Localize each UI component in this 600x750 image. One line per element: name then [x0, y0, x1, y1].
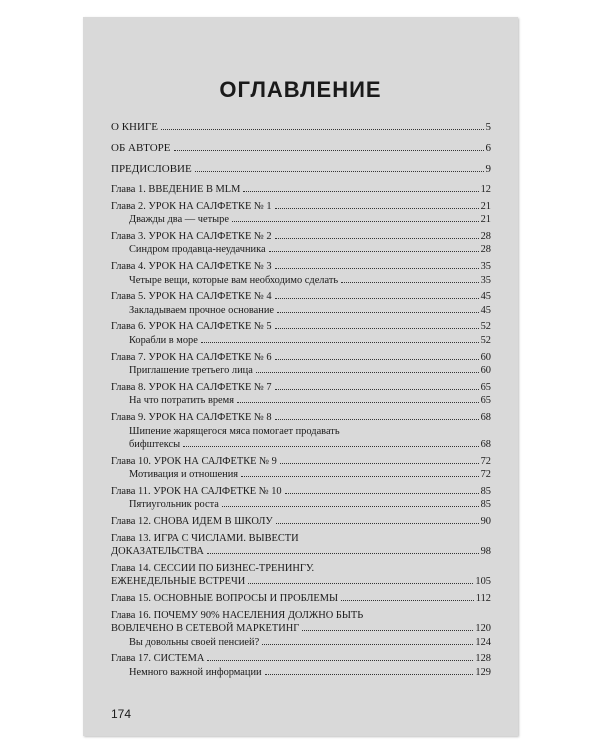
toc-section-page: 21 [480, 214, 491, 226]
toc-entry [111, 351, 491, 378]
toc-entry [111, 562, 491, 589]
toc-entry [111, 609, 491, 650]
leader-dots [248, 583, 473, 584]
toc-chapter-title: Глава 16. ПОЧЕМУ 90% НАСЕЛЕНИЯ ДОЛЖНО БЫТЬ [111, 609, 364, 621]
leader-dots [277, 312, 479, 313]
leader-dots [275, 268, 479, 269]
leader-dots [222, 506, 479, 507]
toc-chapter [111, 545, 491, 559]
toc-chapter-page: 128 [475, 653, 491, 665]
page-number: 174 [111, 707, 132, 721]
toc-section-text: На что потратить время [129, 395, 235, 407]
toc-chapter [111, 260, 491, 274]
toc-chapter [111, 141, 491, 156]
toc-chapter-text: ВОВЛЕЧЕНО В СЕТЕВОЙ МАРКЕТИНГ [111, 623, 300, 635]
toc-section [111, 636, 491, 650]
leader-dots [269, 251, 479, 252]
toc-chapter [111, 575, 491, 589]
toc-chapter-title: Глава 13. ИГРА С ЧИСЛАМИ. ВЫВЕСТИ [111, 532, 299, 544]
leader-dots [302, 630, 473, 631]
toc-entry [111, 485, 491, 512]
leader-dots [232, 221, 479, 222]
toc-section-text: Вы довольны своей пенсией? [129, 636, 260, 648]
toc-entry [111, 455, 491, 482]
toc-chapter-text: Глава 17. СИСТЕМА [111, 653, 205, 665]
table-of-contents [111, 120, 491, 683]
leader-dots [275, 419, 479, 420]
toc-entry [111, 515, 491, 529]
toc-section-page: 124 [475, 636, 491, 648]
toc-section [111, 438, 491, 452]
toc-chapter [111, 455, 491, 469]
leader-dots [241, 476, 479, 477]
leader-dots [243, 191, 478, 192]
toc-chapter-text: Глава 12. СНОВА ИДЕМ В ШКОЛУ [111, 516, 273, 528]
toc-chapter-page: 65 [480, 381, 491, 393]
leader-dots [285, 493, 479, 494]
toc-section-page: 35 [480, 274, 491, 286]
toc-chapter [111, 183, 491, 197]
toc-section [111, 498, 491, 512]
toc-section-text: Синдром продавца-неудачника [129, 244, 266, 256]
toc-section-text: бифштексы [129, 439, 181, 451]
leader-dots [265, 674, 474, 675]
leader-dots [161, 129, 484, 130]
toc-section [111, 334, 491, 348]
toc-chapter [111, 622, 491, 636]
leader-dots [275, 298, 479, 299]
toc-entry [111, 200, 491, 227]
toc-entry [111, 592, 491, 606]
leader-dots [201, 342, 479, 343]
toc-chapter-text: Глава 10. УРОК НА САЛФЕТКЕ № 9 [111, 455, 277, 467]
toc-chapter [111, 411, 491, 425]
toc-section-text: Закладываем прочное основание [129, 304, 275, 316]
toc-section-text: Пятиугольник роста [129, 499, 219, 511]
toc-section-text: Корабли в море [129, 334, 198, 346]
toc-chapter [111, 351, 491, 365]
leader-dots [207, 553, 479, 554]
toc-section [111, 243, 491, 257]
toc-chapter [111, 290, 491, 304]
toc-chapter-text: Глава 4. УРОК НА САЛФЕТКЕ № 3 [111, 260, 272, 272]
toc-entry [111, 290, 491, 317]
toc-chapter [111, 381, 491, 395]
toc-chapter-page: 72 [480, 455, 491, 467]
leader-dots [237, 402, 479, 403]
toc-chapter-text: Глава 6. УРОК НА САЛФЕТКЕ № 5 [111, 321, 272, 333]
toc-chapter-page: 28 [480, 230, 491, 242]
toc-section-text: Приглашение третьего лица [129, 365, 253, 377]
toc-chapter-page: 35 [480, 260, 491, 272]
toc-chapter-text: ЕЖЕНЕДЕЛЬНЫЕ ВСТРЕЧИ [111, 576, 246, 588]
toc-section-page: 45 [480, 304, 491, 316]
toc-section [111, 666, 491, 680]
toc-section-text: Дважды два — четыре [129, 214, 229, 226]
toc-chapter-page: 9 [485, 163, 491, 175]
toc-section-text: Мотивация и отношения [129, 469, 239, 481]
toc-chapter [111, 120, 491, 135]
toc-section-text: Четыре вещи, которые вам необходимо сделать [129, 274, 339, 286]
leader-dots [275, 208, 479, 209]
toc-chapter-text: ОБ АВТОРЕ [111, 142, 171, 154]
toc-chapter [111, 200, 491, 214]
toc-entry [111, 260, 491, 287]
toc-chapter-text: Глава 2. УРОК НА САЛФЕТКЕ № 1 [111, 200, 272, 212]
leader-dots [275, 328, 479, 329]
toc-section-page: 60 [480, 365, 491, 377]
toc-chapter-text: Глава 9. УРОК НА САЛФЕТКЕ № 8 [111, 411, 272, 423]
toc-entry [111, 183, 491, 197]
toc-section-text: Немного важной информации [129, 667, 262, 678]
toc-section-page: 52 [480, 334, 491, 346]
toc-chapter-title: Глава 14. СЕССИИ ПО БИЗНЕС-ТРЕНИНГУ. [111, 562, 315, 574]
toc-entry [111, 230, 491, 257]
toc-entry [111, 652, 491, 679]
toc-chapter-text: Глава 15. ОСНОВНЫЕ ВОПРОСЫ И ПРОБЛЕМЫ [111, 593, 339, 605]
toc-chapter-page: 68 [480, 411, 491, 423]
toc-section-page: 129 [475, 667, 491, 678]
leader-dots [341, 600, 474, 601]
toc-chapter [111, 320, 491, 334]
toc-chapter [111, 485, 491, 499]
toc-chapter-page: 12 [480, 184, 491, 195]
toc-section [111, 213, 491, 227]
book-page [83, 17, 518, 736]
toc-chapter-page: 98 [480, 546, 491, 558]
toc-section-page: 68 [480, 439, 491, 451]
toc-chapter-text: О КНИГЕ [111, 121, 158, 133]
toc-section [111, 274, 491, 288]
toc-chapter-text: Глава 1. ВВЕДЕНИЕ В MLM [111, 184, 241, 195]
leader-dots [275, 359, 479, 360]
leader-dots [341, 282, 479, 283]
toc-entry [111, 162, 491, 177]
toc-chapter-text: ДОКАЗАТЕЛЬСТВА [111, 546, 204, 558]
toc-chapter-page: 52 [480, 321, 491, 333]
leader-dots [276, 523, 479, 524]
toc-chapter [111, 162, 491, 177]
toc-section [111, 364, 491, 378]
toc-chapter-page: 45 [480, 291, 491, 303]
toc-chapter-page: 60 [480, 351, 491, 363]
toc-section [111, 304, 491, 318]
toc-chapter-text: Глава 5. УРОК НА САЛФЕТКЕ № 4 [111, 291, 272, 303]
leader-dots [207, 660, 473, 661]
toc-chapter [111, 592, 491, 606]
toc-section-title: Шипение жарящегося мяса помогает продавать [129, 425, 340, 437]
toc-chapter [111, 230, 491, 244]
toc-section-page: 72 [480, 469, 491, 481]
toc-chapter-page: 5 [485, 121, 491, 133]
toc-chapter-text: Глава 11. УРОК НА САЛФЕТКЕ № 10 [111, 485, 282, 497]
leader-dots [280, 463, 479, 464]
leader-dots [275, 238, 479, 239]
toc-chapter-text: Глава 8. УРОК НА САЛФЕТКЕ № 7 [111, 381, 272, 393]
leader-dots [262, 644, 473, 645]
toc-section-page: 28 [480, 244, 491, 256]
toc-entry [111, 320, 491, 347]
toc-entry [111, 141, 491, 156]
page-title: ОГЛАВЛЕНИЕ [219, 77, 382, 102]
toc-entry [111, 532, 491, 559]
leader-dots [174, 150, 484, 151]
toc-chapter-text: Глава 7. УРОК НА САЛФЕТКЕ № 6 [111, 351, 272, 363]
toc-chapter-page: 112 [475, 593, 491, 605]
leader-dots [183, 446, 478, 447]
toc-chapter-page: 6 [485, 142, 491, 154]
toc-chapter-page: 85 [480, 485, 491, 497]
toc-chapter-text: Глава 3. УРОК НА САЛФЕТКЕ № 2 [111, 230, 272, 242]
toc-section-page: 85 [480, 499, 491, 511]
leader-dots [256, 372, 479, 373]
toc-chapter-page: 120 [475, 623, 491, 635]
toc-entry [111, 381, 491, 408]
toc-chapter [111, 652, 491, 666]
toc-entry [111, 120, 491, 135]
toc-chapter-page: 105 [475, 576, 491, 588]
toc-chapter-page: 21 [480, 200, 491, 212]
toc-entry [111, 411, 491, 452]
toc-chapter-page: 90 [480, 516, 491, 528]
leader-dots [195, 171, 484, 172]
leader-dots [275, 389, 479, 390]
toc-chapter [111, 515, 491, 529]
toc-section-page: 65 [480, 395, 491, 407]
toc-section [111, 468, 491, 482]
toc-chapter-text: ПРЕДИСЛОВИЕ [111, 163, 192, 175]
toc-section [111, 394, 491, 408]
